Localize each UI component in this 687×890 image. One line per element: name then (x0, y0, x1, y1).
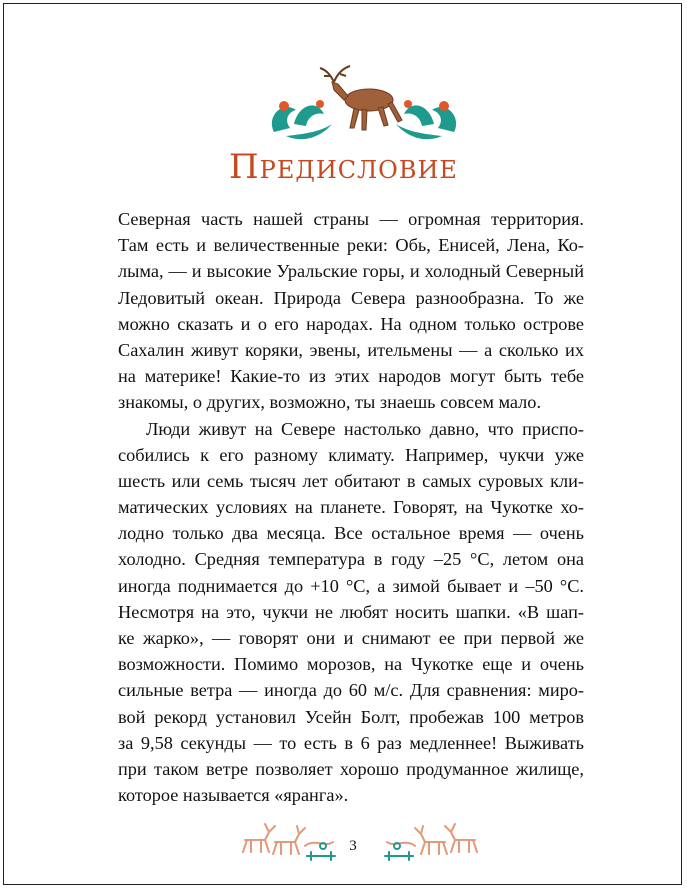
text-line: знакомы, о других, возможно, ты знаешь совсем мало. (118, 392, 542, 413)
text-line: Там есть и величественные реки: Обь, Енисей, Лена, Ко- (118, 235, 584, 256)
text-line: вой рекорд установил Усейн Болт, пробежав 100 метров (118, 706, 584, 727)
text-line: иногда поднимается до +10 °С, а зимой бывает и –50 °С. (118, 575, 584, 596)
text-line: Несмотря на это, чукчи не любят носить шапки. «В шап- (118, 601, 584, 622)
paragraph (118, 206, 584, 416)
text-line: шесть или семь тысяч лет обитают в самых суровых кли- (118, 470, 584, 491)
text-line: Северная часть нашей страны — огромная территория. (118, 209, 584, 229)
text-line: сильные ветра — иногда до 60 м/с. Для сравнения: миро- (118, 680, 584, 701)
reindeer-ornament-icon (264, 62, 464, 146)
text-line: Ледовитый океан. Природа Севера разнообразна. То же (118, 287, 584, 308)
text-line: ке жарко», — говорят они и снимают ее при первой же (118, 628, 584, 648)
text-line: матических условиях на планете. Говорят, на Чукотке хо- (118, 497, 584, 518)
text-line: Люди живут на Севере настолько давно, что приспо- (146, 418, 584, 439)
text-line: за 9,58 секунды — то есть в 6 раз медленнее! Выживать (118, 732, 584, 753)
text-line: лыма, — и высокие Уральские горы, и холодный Северный (118, 261, 584, 282)
text-line: которое называется «яранга». (118, 785, 349, 806)
text-line: на материке! Какие-то из этих народов могут быть тебе (118, 366, 584, 387)
text-line: возможности. Помимо морозов, на Чукотке еще и очень (118, 654, 584, 675)
text-line: при таком ветре позволяет хорошо продуманное жилище, (118, 758, 584, 779)
body-text (118, 206, 584, 808)
page-number: 3 (349, 838, 357, 854)
text-line: Сахалин живут коряки, эвены, ительмены — а сколько их (118, 339, 584, 360)
page-title: Предисловие (229, 147, 458, 187)
text-line: холодно. Средняя температура в году –25 °С, летом она (118, 549, 584, 570)
text-line: собились к его разному климату. Например, чукчи уже (118, 444, 584, 465)
paragraph (118, 416, 584, 809)
text-line: лодно только два месяца. Все остальное время — очень (118, 523, 584, 544)
text-line: можно сказать и о его народах. На одном только острове (118, 313, 584, 334)
